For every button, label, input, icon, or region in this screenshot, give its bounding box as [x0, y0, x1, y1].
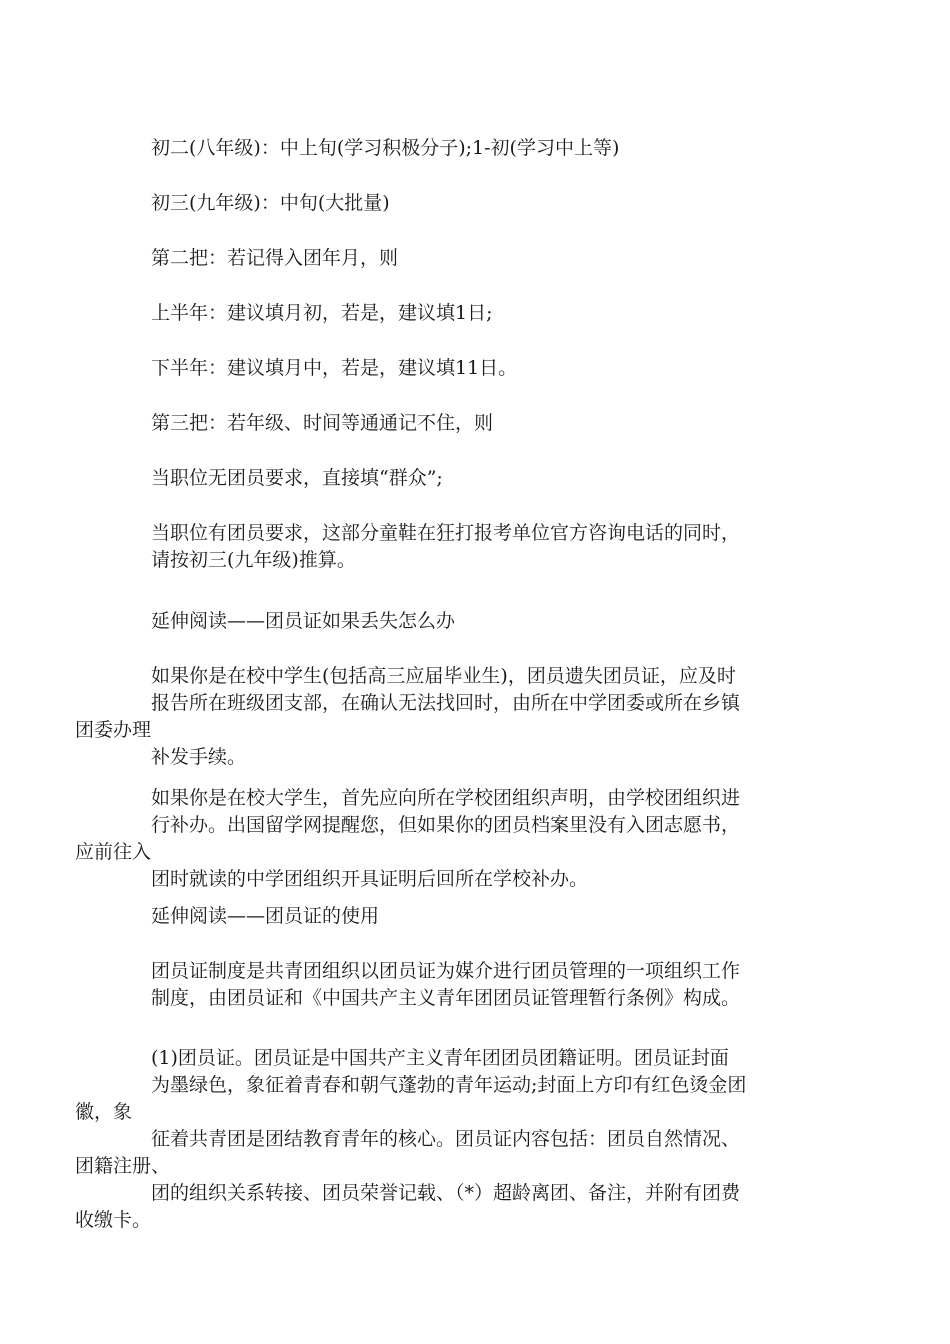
paragraph-card-description: (1)团员证。团员证是中国共产主义青年团团员团籍证明。团员证封面 为墨绿色，象征着青春和朝气蓬勃的青年运动;封面上方印有红色烫金团徽，象 征着共青团是团结教育青年的核心。团员证内容包括：团员自然情况、团籍注册、 团的组织关系转接、团员荣誉记载、（*）超龄离团、备注，并附有团费收缴卡。	[75, 1047, 747, 1231]
paragraph-second-half-year: 下半年：建议填月中，若是，建议填11日。	[75, 357, 518, 379]
paragraph-league-requirement: 当职位有团员要求，这部分童鞋在狂打报考单位官方咨询电话的同时， 请按初三(九年级)推算。	[151, 522, 741, 571]
paragraph-grade-eight: 初二(八年级)：中上旬(学习积极分子);1-初(学习中上等)	[75, 137, 620, 159]
paragraph-second-tip: 第二把：若记得入团年月，则	[75, 247, 399, 269]
paragraph-card-system: 团员证制度是共青团组织以团员证为媒介进行团员管理的一项组织工作 制度，由团员证和《中国共产主义青年团团员证管理暂行条例》构成。	[151, 960, 741, 1009]
paragraph-no-league-requirement: 当职位无团员要求，直接填“群众”;	[75, 467, 443, 489]
section-heading-card-usage: 延伸阅读——团员证的使用	[75, 905, 380, 927]
paragraph-college-student: 如果你是在校大学生，首先应向所在学校团组织声明，由学校团组织进 行补办。出国留学网提醒您，但如果你的团员档案里没有入团志愿书，应前往入 团时就读的中学团组织开具证明后回所在学校补办。	[75, 787, 741, 890]
paragraph-first-half-year: 上半年：建议填月初，若是，建议填1日;	[75, 302, 493, 324]
paragraph-third-tip: 第三把：若年级、时间等通通记不住，则	[75, 412, 494, 434]
section-heading-lost-card: 延伸阅读——团员证如果丢失怎么办	[75, 610, 456, 632]
paragraph-grade-nine: 初三(九年级)：中旬(大批量)	[75, 192, 390, 214]
paragraph-high-school-student: 如果你是在校中学生(包括高三应届毕业生)，团员遗失团员证，应及时 报告所在班级团支部，在确认无法找回时，由所在中学团委或所在乡镇团委办理 补发手续。	[75, 665, 741, 768]
